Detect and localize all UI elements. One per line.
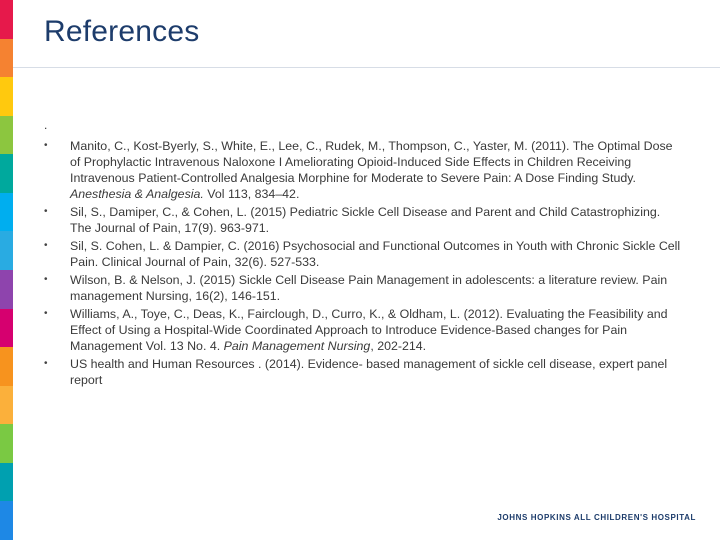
stray-mark: . [44,118,48,132]
reference-details: Vol 113, 834–42. [203,187,300,201]
stripe-segment [0,0,13,39]
bullet-icon: • [44,240,48,251]
stripe-segment [0,386,13,425]
reference-text: Manito, C., Kost-Byerly, S., White, E., Lee, C., Rudek, M., Thompson, C., Yaster, M. (2011). The Optimal Dose of Prophylactic Intravenous Naloxone I Ameliorating Opioid-Induced Side Effects in Children Receiving Intravenous Patient-Controlled Analgesia Morphine for Moderate to Severe Pain: A Dose Finding Study. [70,139,673,185]
reference-item [44,272,684,304]
stripe-segment [0,347,13,386]
reference-text: Wilson, B. & Nelson, J. (2015) Sickle Cell Disease Pain Management in adolescents: a literature review. Pain management Nursing, 16(2), 146-151. [70,273,668,303]
reference-text: US health and Human Resources . (2014). Evidence- based management of sickle cell disease, expert panel report [70,357,668,387]
reference-list [44,138,684,390]
hospital-logo: JOHNS HOPKINS ALL CHILDREN'S HOSPITAL [497,513,696,522]
bullet-icon: • [44,206,48,217]
reference-item [44,138,684,202]
stripe-segment [0,154,13,193]
reference-item [44,238,684,270]
reference-text: Sil, S. Cohen, L. & Dampier, C. (2016) Psychosocial and Functional Outcomes in Youth with Chronic Sickle Cell Pain. Clinical Journal of Pain, 32(6). 527-533. [70,239,681,269]
stripe-segment [0,77,13,116]
bullet-icon: • [44,274,48,285]
bullet-icon: • [44,358,48,369]
stripe-segment [0,270,13,309]
stripe-segment [0,193,13,232]
stripe-segment [0,116,13,155]
bullet-icon: • [44,308,48,319]
stripe-segment [0,463,13,502]
title-divider [13,67,720,68]
reference-item [44,356,684,388]
reference-item [44,306,684,354]
reference-item [44,204,684,236]
reference-journal: Pain Management Nursing [223,339,371,353]
reference-details: , 202-214. [370,339,427,353]
stripe-segment [0,501,13,540]
reference-text: Williams, A., Toye, C., Deas, K., Fairclough, D., Curro, K., & Oldham, L. (2012). Evaluating the Feasibility and Effect of Using a Hospital-Wide Coordinated Approach to Introduce Evidence-Based changes for Pain Management Vol. 13 No. 4. [70,307,668,353]
bullet-icon: • [44,140,48,151]
stripe-segment [0,424,13,463]
reference-text: Sil, S., Damiper, C., & Cohen, L. (2015) Pediatric Sickle Cell Disease and Parent and Child Catastrophizing. The Journal of Pain, 17(9). 963-971. [70,205,661,235]
reference-journal: Anesthesia & Analgesia. [70,187,204,201]
page-title: References [44,15,200,48]
stripe-segment [0,231,13,270]
stripe-segment [0,309,13,348]
color-stripe [0,0,13,540]
stripe-segment [0,39,13,78]
